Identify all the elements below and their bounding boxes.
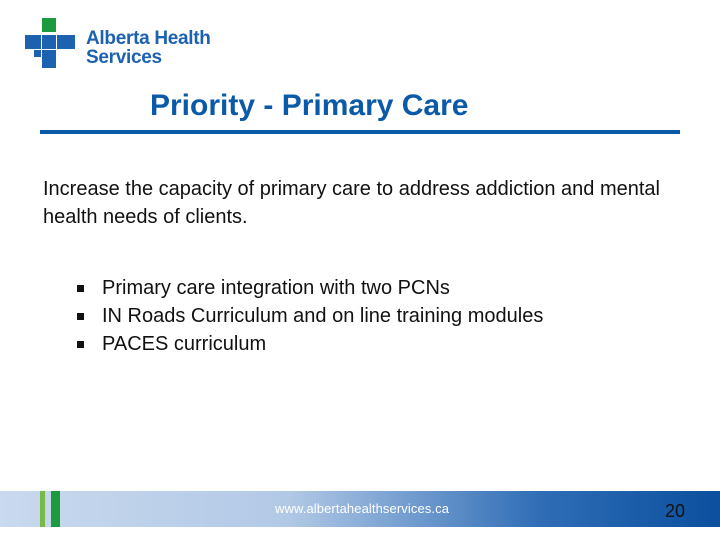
logo-line-1: Alberta Health [86,28,211,49]
logo-wordmark [86,29,211,67]
bullet-item [77,274,677,302]
bullet-item [77,330,677,358]
square-bullet-icon [77,313,84,320]
bullet-item [77,302,677,330]
logo-line-2: Services [86,47,162,68]
page-number: 20 [664,501,686,521]
ahs-cross-logo-icon [24,17,76,69]
square-bullet-icon [77,285,84,292]
bullet-text: Primary care integration with two PCNs [102,277,450,299]
bullet-text: IN Roads Curriculum and on line training modules [102,305,544,327]
alberta-health-services-logo [24,17,214,73]
intro-paragraph: Increase the capacity of primary care to address addiction and mental health needs of clients. [43,178,660,228]
bullet-text: PACES curriculum [102,333,267,355]
footer-bottom-strip [0,527,720,540]
title-divider [40,130,680,134]
slide-title: Priority - Primary Care [150,89,469,122]
footer-accent-bar-light [40,491,45,527]
footer-accent-bar-dark [51,491,60,527]
bullet-list [77,274,677,358]
website-url[interactable]: www.albertahealthservices.ca [275,501,450,516]
square-bullet-icon [77,341,84,348]
